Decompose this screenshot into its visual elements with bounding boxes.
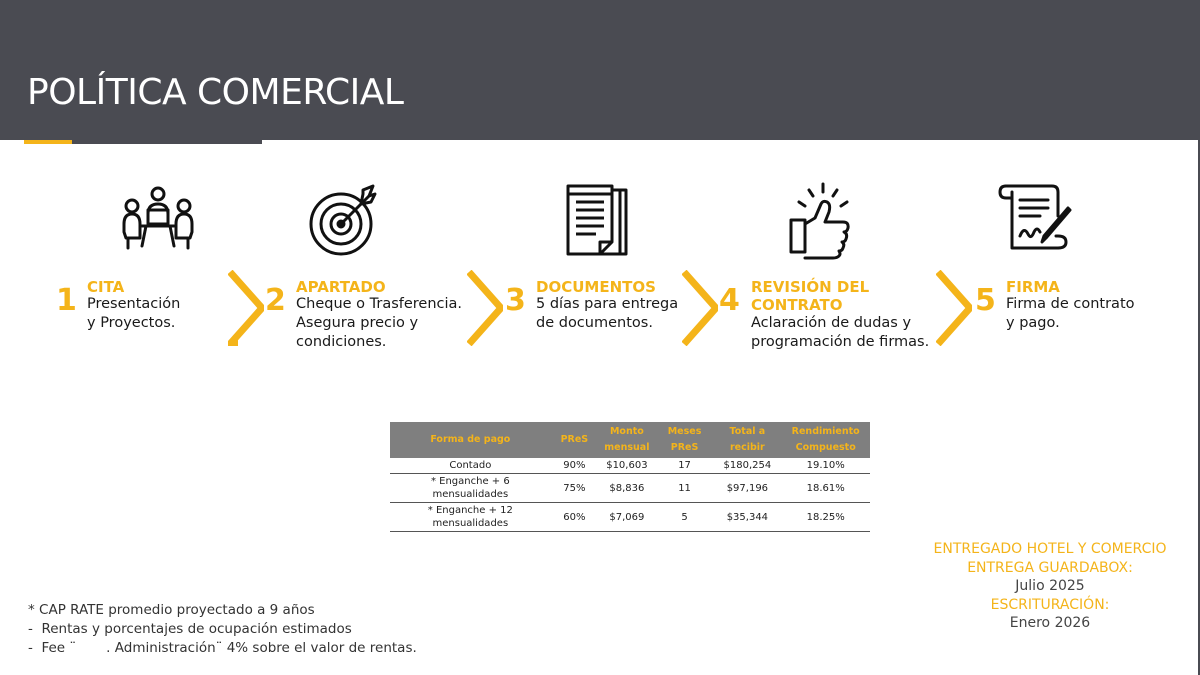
table-cell: $10,603 [598,458,656,474]
step-5-number: 5 [975,283,996,318]
table-cell: 18.25% [781,503,870,532]
step-2-number: 2 [265,283,286,318]
delivery-date: Julio 2025 [1015,578,1085,594]
table-cell: 19.10% [781,458,870,474]
step-1-number: 1 [56,283,77,318]
table-cell: 5 [656,503,714,532]
table-cell: $35,344 [713,503,781,532]
table-cell: $7,069 [598,503,656,532]
table-cell: $8,836 [598,474,656,503]
table-header: Total a recibir [713,422,781,458]
table-cell: 60% [551,503,598,532]
table-cell: * Enganche + 6 mensualidades [390,474,551,503]
meeting-icon [118,180,198,260]
table-header: PReS [551,422,598,458]
table-header-row [390,422,870,458]
table-cell: 11 [656,474,714,503]
table-cell: Contado [390,458,551,474]
table-header: Forma de pago [390,422,551,458]
footnote: * CAP RATE promedio proyectado a 9 años [28,602,315,618]
target-icon [305,180,385,260]
table-cell: $180,254 [713,458,781,474]
delivery-line: ENTREGADO HOTEL Y COMERCIO [933,541,1167,557]
table-cell: * Enganche + 12 mensualidades [390,503,551,532]
step-4-title: REVISIÓN DEL CONTRATO [751,278,870,314]
step-1-title: CITA [87,278,125,296]
table-header: Meses PReS [656,422,714,458]
footnote: - Rentas y porcentajes de ocupación estimados [28,621,352,637]
step-3-number: 3 [505,283,526,318]
chevron-right-icon [682,270,718,346]
step-1-description: Presentación y Proyectos. [87,296,181,331]
delivery-date: Enero 2026 [1009,615,1091,631]
page-title: POLÍTICA COMERCIAL [27,72,404,113]
step-3-description: 5 días para entrega de documentos. [536,296,679,331]
chevron-right-icon [467,270,503,346]
footnotes [28,601,417,658]
delivery-line: ENTREGA GUARDABOX: [967,559,1133,576]
title-underline-accent [24,140,72,144]
thumbs-up-icon [783,180,863,260]
delivery-info [920,540,1180,633]
footnote: - Fee ¨ . Administración¨ 4% sobre el valor de rentas. [28,640,417,656]
step-4-description: Aclaración de dudas y programación de firmas. [751,315,930,350]
contract-signature-icon [996,180,1076,260]
table-row [390,474,870,503]
table-cell: 90% [551,458,598,474]
step-2-title: APARTADO [296,278,386,296]
table-row [390,458,870,474]
table-row [390,503,870,532]
chevron-right-icon [228,270,264,346]
step-3-title: DOCUMENTOS [536,278,656,296]
table-cell: $97,196 [713,474,781,503]
step-5-description: Firma de contrato y pago. [1006,296,1135,331]
table-cell: 18.61% [781,474,870,503]
documents-icon [556,180,636,260]
header-bar [0,0,1200,140]
chevron-right-icon [936,270,972,346]
step-5-title: FIRMA [1006,278,1060,296]
step-4-number: 4 [719,283,740,318]
delivery-line: ESCRITURACIÓN: [990,596,1110,613]
table-cell: 17 [656,458,714,474]
table-cell: 75% [551,474,598,503]
step-2-description: Cheque o Trasferencia. Asegura precio y condiciones. [296,296,463,350]
payment-table [390,422,870,532]
table-header: Rendimiento Compuesto [781,422,870,458]
table-header: Monto mensual [598,422,656,458]
